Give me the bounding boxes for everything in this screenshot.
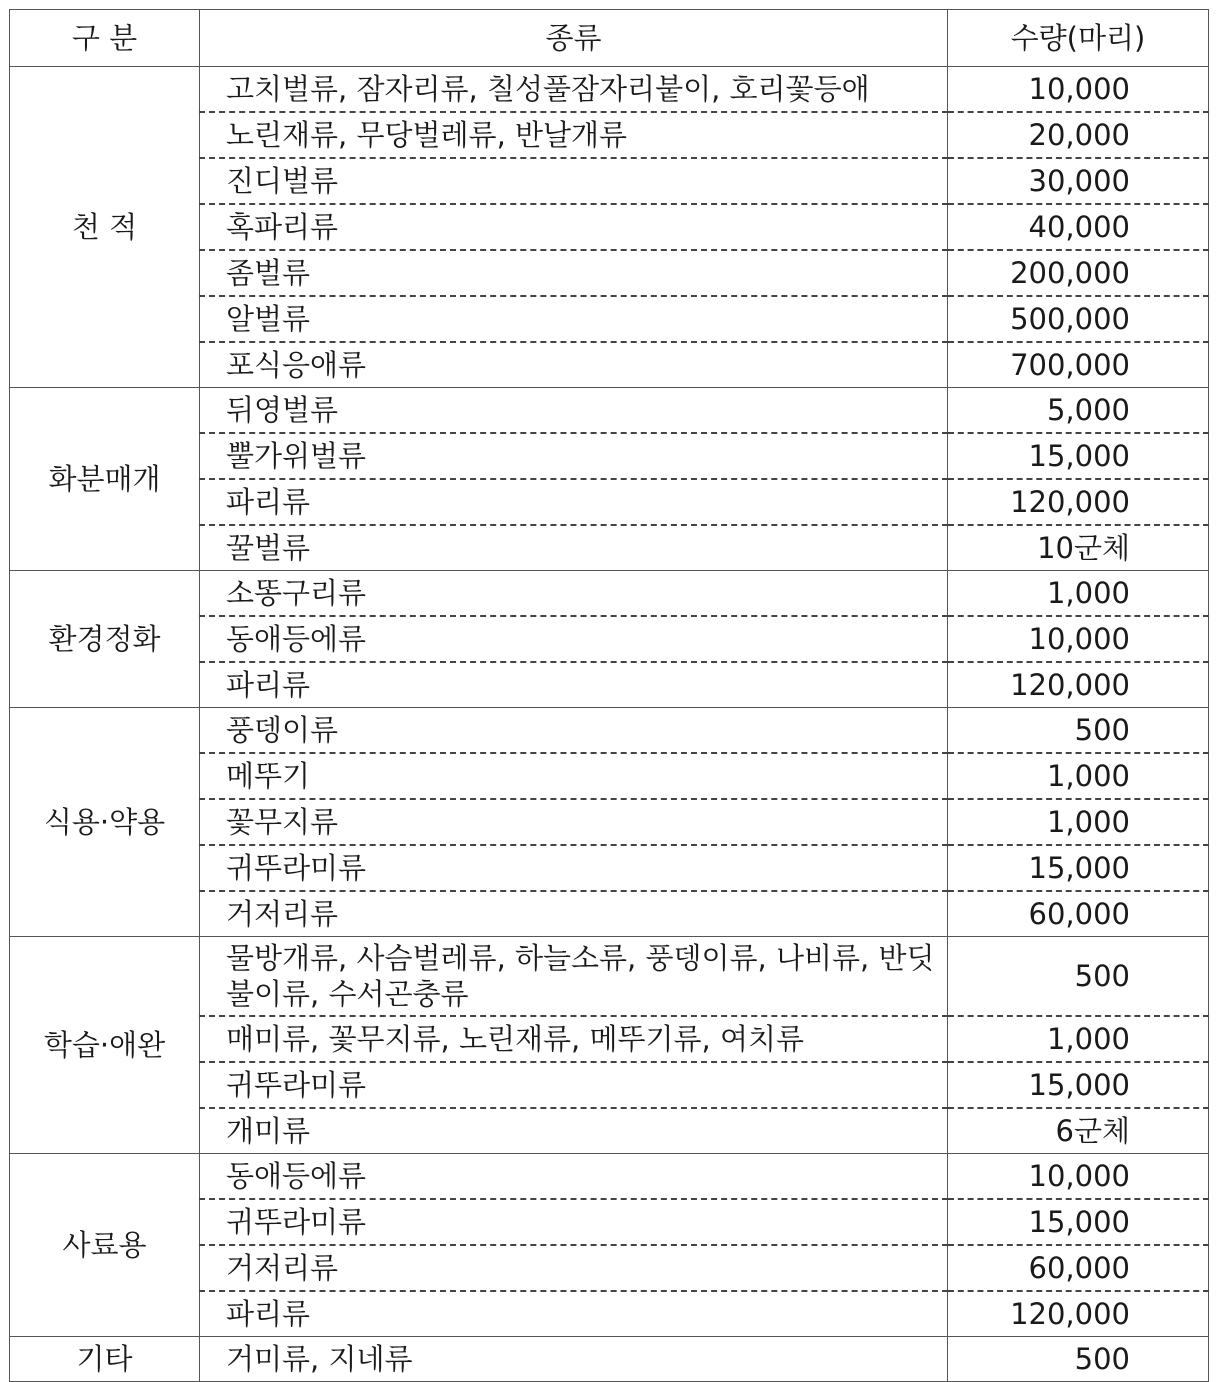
kind-cell: 뒤영벌류 — [200, 388, 948, 434]
quantity-cell: 500 — [948, 937, 1209, 1017]
kind-cell: 진디벌류 — [200, 158, 948, 204]
category-cell: 화분매개 — [10, 388, 200, 571]
kind-cell: 귀뚜라미류 — [200, 1062, 948, 1108]
quantity-cell: 20,000 — [948, 112, 1209, 158]
kind-cell: 포식응애류 — [200, 342, 948, 388]
quantity-cell: 1,000 — [948, 799, 1209, 845]
quantity-cell: 10,000 — [948, 1154, 1209, 1200]
quantity-cell: 120,000 — [948, 662, 1209, 708]
table-row — [10, 937, 1209, 1017]
quantity-cell: 60,000 — [948, 891, 1209, 937]
kind-cell: 매미류, 꽃무지류, 노린재류, 메뚜기류, 여치류 — [200, 1016, 948, 1062]
table-row — [10, 1154, 1209, 1200]
table-row — [10, 571, 1209, 617]
kind-cell: 꿀벌류 — [200, 525, 948, 571]
table-row — [10, 708, 1209, 754]
insect-quantity-table — [9, 9, 1209, 1382]
quantity-cell: 30,000 — [948, 158, 1209, 204]
quantity-cell: 1,000 — [948, 1016, 1209, 1062]
insect-quantity-table-container — [9, 9, 1209, 1382]
header-kind: 종류 — [200, 10, 948, 67]
category-cell: 기타 — [10, 1337, 200, 1382]
kind-cell: 뿔가위벌류 — [200, 433, 948, 479]
kind-cell: 파리류 — [200, 662, 948, 708]
table-row — [10, 1337, 1209, 1382]
kind-cell: 알벌류 — [200, 296, 948, 342]
kind-cell: 풍뎅이류 — [200, 708, 948, 754]
quantity-cell: 60,000 — [948, 1245, 1209, 1291]
category-cell: 사료용 — [10, 1154, 200, 1337]
kind-cell: 거미류, 지네류 — [200, 1337, 948, 1382]
kind-cell: 고치벌류, 잠자리류, 칠성풀잠자리붙이, 호리꽃등애 — [200, 67, 948, 113]
quantity-cell: 6군체 — [948, 1108, 1209, 1154]
quantity-cell: 5,000 — [948, 388, 1209, 434]
quantity-cell: 500 — [948, 1337, 1209, 1382]
kind-cell: 물방개류, 사슴벌레류, 하늘소류, 풍뎅이류, 나비류, 반딧불이류, 수서곤충류 — [200, 937, 948, 1017]
quantity-cell: 120,000 — [948, 1291, 1209, 1337]
kind-cell: 귀뚜라미류 — [200, 845, 948, 891]
header-quantity: 수량(마리) — [948, 10, 1209, 67]
header-row — [10, 10, 1209, 67]
quantity-cell: 15,000 — [948, 845, 1209, 891]
quantity-cell: 500 — [948, 708, 1209, 754]
table-body — [10, 67, 1209, 1382]
kind-cell: 메뚜기 — [200, 753, 948, 799]
quantity-cell: 40,000 — [948, 204, 1209, 250]
kind-cell: 좀벌류 — [200, 250, 948, 296]
quantity-cell: 15,000 — [948, 1199, 1209, 1245]
kind-cell: 꽃무지류 — [200, 799, 948, 845]
table-row — [10, 67, 1209, 113]
quantity-cell: 10,000 — [948, 67, 1209, 113]
kind-cell: 거저리류 — [200, 891, 948, 937]
quantity-cell: 700,000 — [948, 342, 1209, 388]
category-cell: 천 적 — [10, 67, 200, 388]
category-cell: 환경정화 — [10, 571, 200, 708]
kind-cell: 혹파리류 — [200, 204, 948, 250]
table-header — [10, 10, 1209, 67]
kind-cell: 거저리류 — [200, 1245, 948, 1291]
kind-cell: 소똥구리류 — [200, 571, 948, 617]
kind-cell: 동애등에류 — [200, 616, 948, 662]
kind-cell: 파리류 — [200, 479, 948, 525]
kind-cell: 노린재류, 무당벌레류, 반날개류 — [200, 112, 948, 158]
quantity-cell: 1,000 — [948, 571, 1209, 617]
quantity-cell: 500,000 — [948, 296, 1209, 342]
header-category: 구 분 — [10, 10, 200, 67]
quantity-cell: 15,000 — [948, 433, 1209, 479]
kind-cell: 동애등에류 — [200, 1154, 948, 1200]
category-cell: 식용·약용 — [10, 708, 200, 937]
quantity-cell: 1,000 — [948, 753, 1209, 799]
quantity-cell: 120,000 — [948, 479, 1209, 525]
kind-cell: 파리류 — [200, 1291, 948, 1337]
table-row — [10, 388, 1209, 434]
quantity-cell: 15,000 — [948, 1062, 1209, 1108]
category-cell: 학습·애완 — [10, 937, 200, 1154]
kind-cell: 개미류 — [200, 1108, 948, 1154]
quantity-cell: 10,000 — [948, 616, 1209, 662]
quantity-cell: 200,000 — [948, 250, 1209, 296]
quantity-cell: 10군체 — [948, 525, 1209, 571]
kind-cell: 귀뚜라미류 — [200, 1199, 948, 1245]
